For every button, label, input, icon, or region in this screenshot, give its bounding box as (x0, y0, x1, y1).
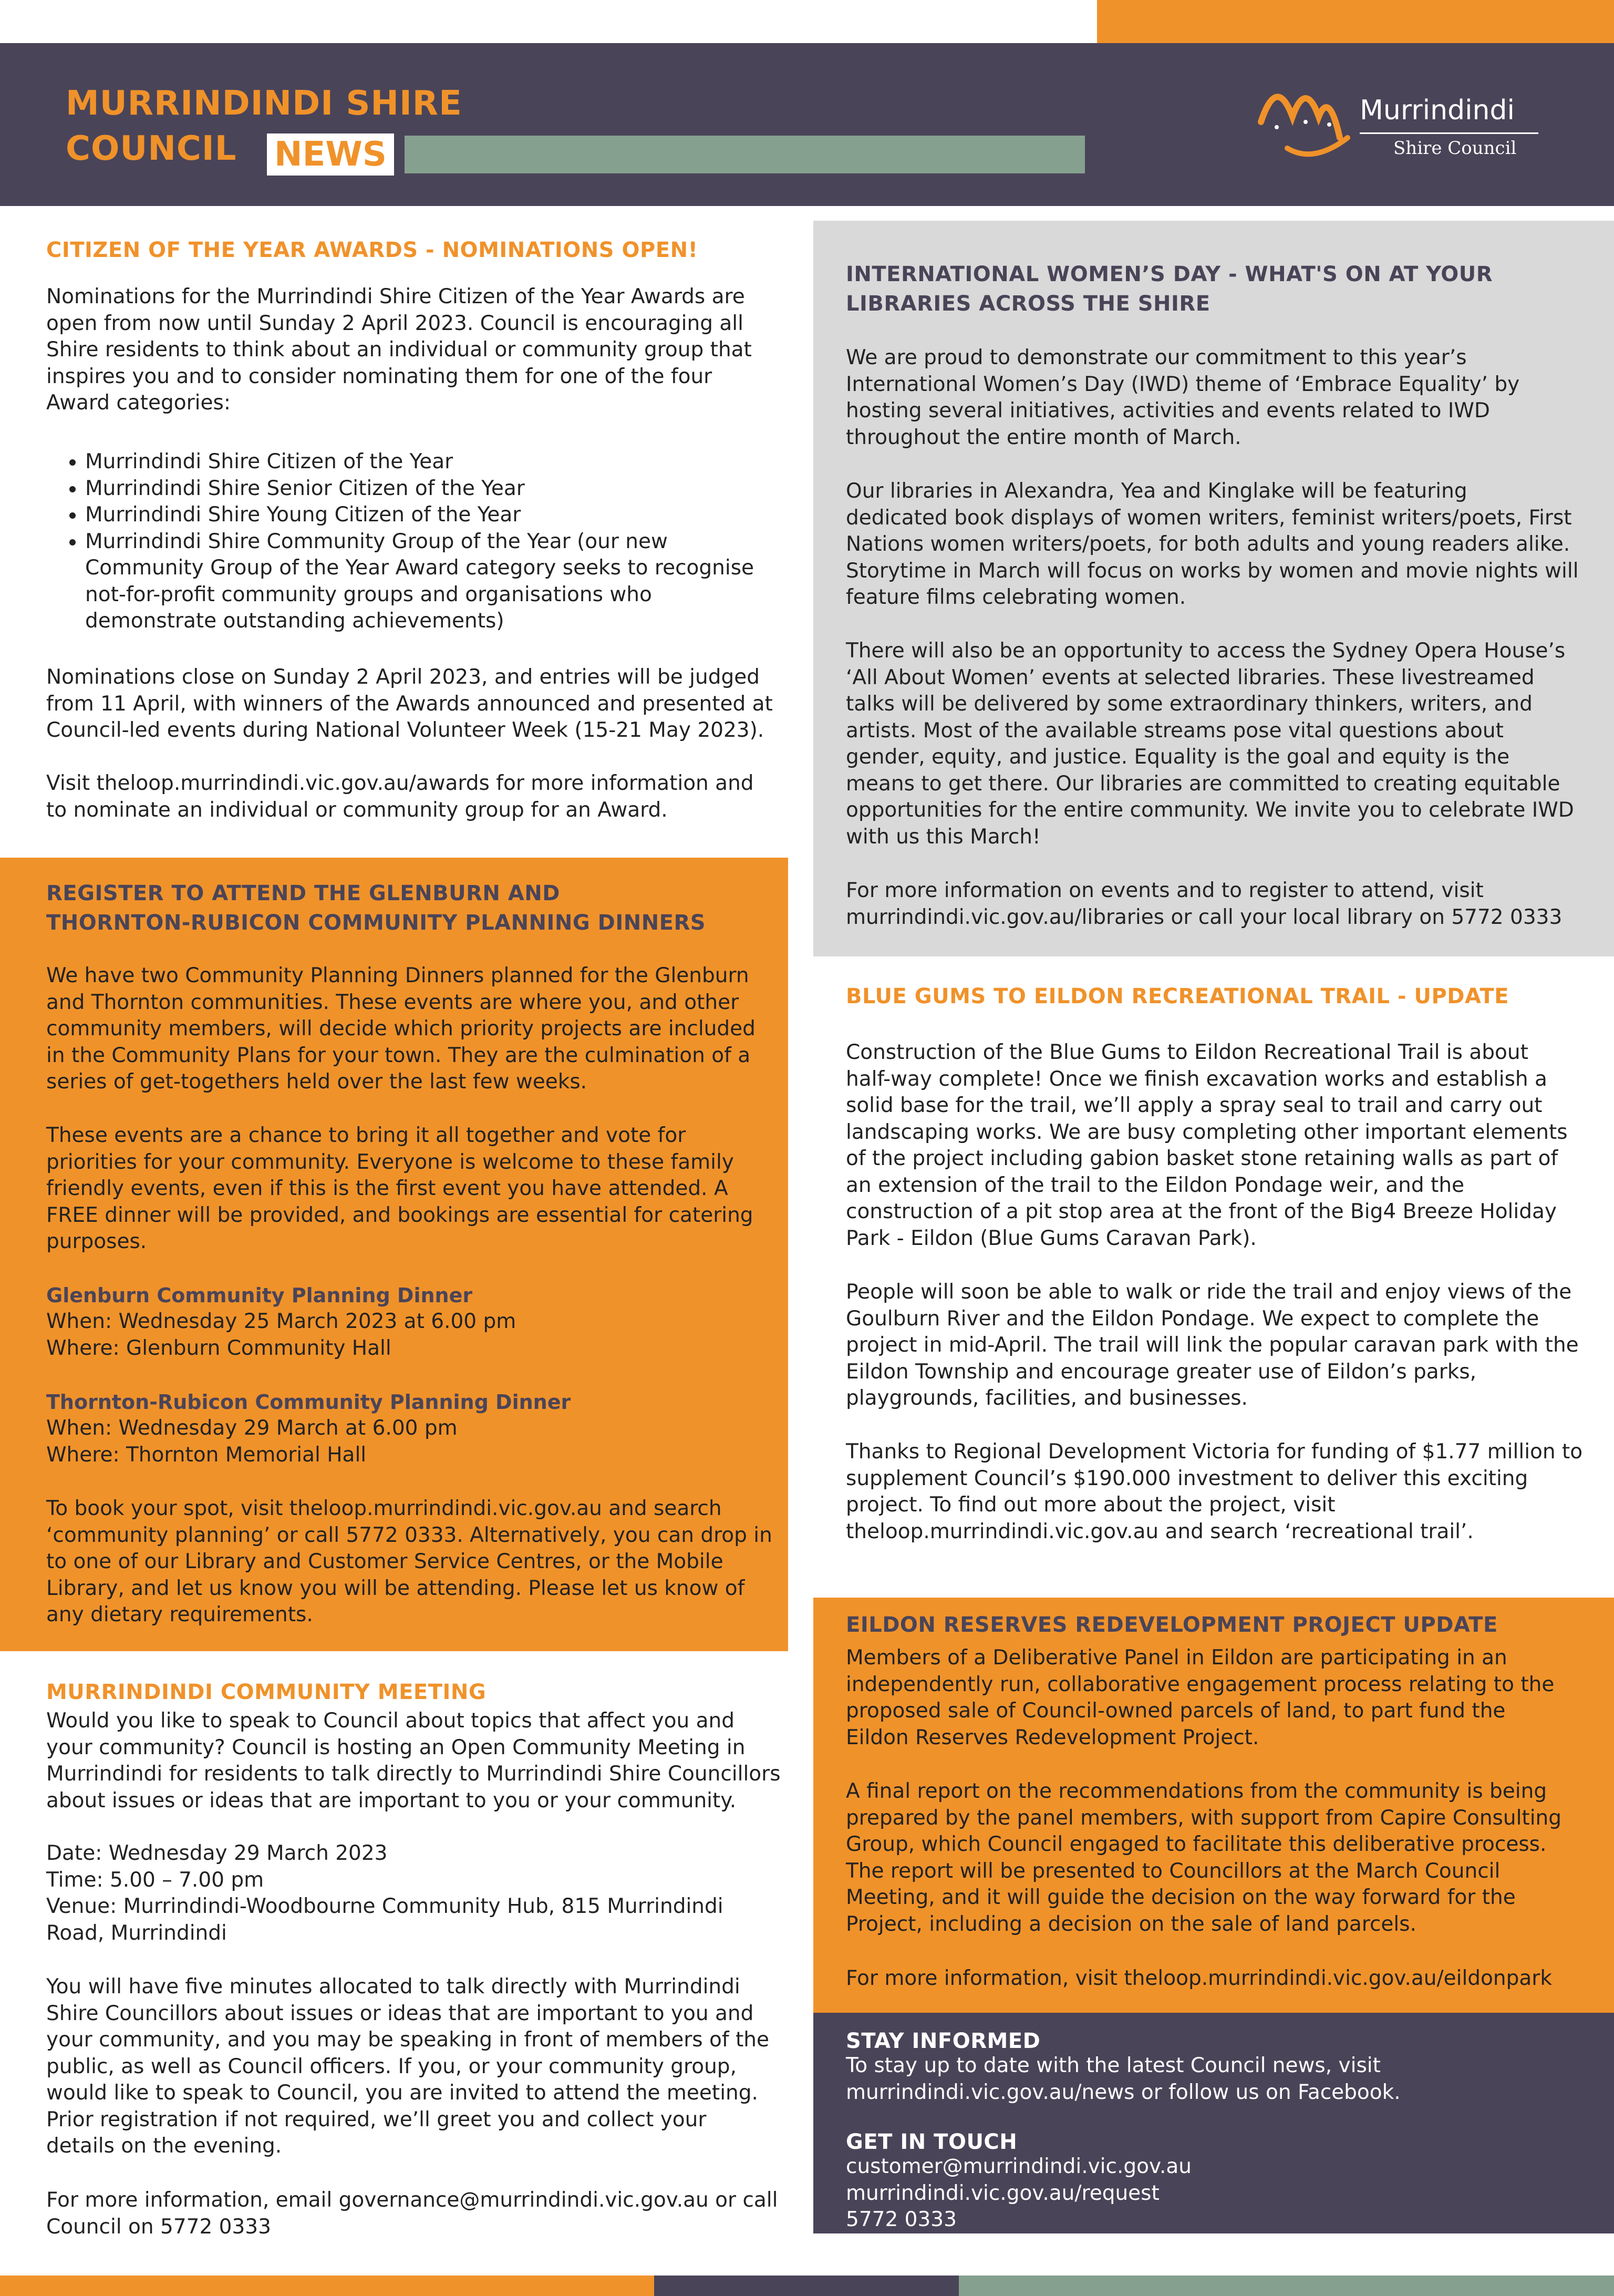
iwd-more-info: For more information on events and to register to attend, visit murrindindi.vic.gov.au/libraries or call your local library on 5772 0333 (846, 879, 1563, 929)
top-accent-bar (1097, 0, 1614, 43)
eildon-panel-process: Members of a Deliberative Panel in Eildon are participating in an independently run, collaborative engagement process relating to the proposed sale of Council-owned parcels of land, to part fund the Eildon Reserves Redevelopment Project. (846, 1646, 1555, 1749)
eildon-heading: EILDON RESERVES REDEVELOPMENT PROJECT UPDATE (846, 1613, 1498, 1637)
masthead-news-label: NEWS (267, 133, 394, 176)
masthead-title-line1: MURRINDINDI SHIRE (66, 84, 462, 123)
dinners-intro: We have two Community Planning Dinners planned for the Glenburn and Thornton communities. These events are where you, and other community members, will decide which priority projects are included in the Community Plans for your town. They are the culmination of a series of get-togethers held over the last few weeks. (46, 964, 756, 1094)
stay-informed-heading: STAY INFORMED (846, 2029, 1041, 2053)
footer-bar-orange (0, 2276, 654, 2296)
list-item: • Murrindindi Shire Community Group of the Year (our new Community Group of the Year Award category seeks to recognise not-for-profit community groups and organisations who demonstrate outstanding achievements) (85, 529, 763, 635)
list-item: • Murrindindi Shire Senior Citizen of the Year (85, 476, 800, 502)
citizen-heading: CITIZEN OF THE YEAR AWARDS - NOMINATIONS OPEN! (46, 238, 698, 262)
logo-divider (1360, 132, 1538, 134)
logo-wordmark: Murrindindi (1360, 95, 1515, 126)
get-in-touch-details: customer@murrindindi.vic.gov.au murrindindi.vic.gov.au/request 5772 0333 (846, 2155, 1192, 2231)
glenburn-dinner-details: When: Wednesday 25 March 2023 at 6.00 pm Where: Glenburn Community Hall (46, 1310, 516, 1360)
dinners-heading: REGISTER TO ATTEND THE GLENBURN AND THORNTON-RUBICON COMMUNITY PLANNING DINNERS (46, 881, 706, 935)
citizen-close: Nominations close on Sunday 2 April 2023, and entries will be judged from 11 April, with winners of the Awards announced and presented at Council-led events during National Volunteer Week (15-21 May 2023). (46, 665, 773, 742)
list-item: • Murrindindi Shire Citizen of the Year (85, 449, 800, 476)
meeting-speaking: You will have five minutes allocated to talk directly with Murrindindi Shire Councillors about issues or ideas that are important to you and your community, and you may be speaking in front of members of the public, as well as Council officers. If you, or your community group, would like to speak to Council, you are invited to attend the meeting. Prior registration if not required, we’ll greet you and collect your details on the evening. (46, 1975, 769, 2158)
meeting-intro: Would you like to speak to Council about topics that affect you and your community? Council is hosting an Open Community Meeting in Murrindindi for residents to talk directly to Murrindindi Shire Councillors about issues or ideas that are important to you or your community. (46, 1709, 781, 1813)
award-categories-list (47, 449, 800, 635)
footer-bar-sage (959, 2276, 1614, 2296)
trail-funding: Thanks to Regional Development Victoria for funding of $1.77 million to supplement Council’s $190.000 investment to deliver this exciting project. To find out more about the project, visit theloop.murrindindi.vic.gov.au and search ‘recreational trail’. (846, 1440, 1583, 1543)
citizen-intro: Nominations for the Murrindindi Shire Citizen of the Year Awards are open from now until Sunday 2 April 2023. Council is encouraging all Shire residents to think about an individual or community group that inspires you and to consider nominating them for one of the four Award categories: (46, 285, 752, 415)
list-item: • Murrindindi Shire Young Citizen of the Year (85, 502, 800, 529)
masthead-sage-bar (405, 136, 1085, 173)
iwd-libraries: Our libraries in Alexandra, Yea and Kinglake will be featuring dedicated book displays of women writers, feminist writers/poets, First Nations women writers/poets, for both adults and young readers alike. Storytime in March will focus on works by women and movie nights will feature films celebrating women. (846, 479, 1579, 609)
glenburn-dinner-title: Glenburn Community Planning Dinner (46, 1284, 473, 1307)
dinners-booking: To book your spot, visit theloop.murrindindi.vic.gov.au and search ‘community planning’ or call 5772 0333. Alternatively, you can drop in to one of our Library and Customer Service Centres, or the Mobile Library, and let us know you will be attending. Please let us know of any dietary requirements. (46, 1497, 772, 1626)
iwd-intro: We are proud to demonstrate our commitment to this year’s International Women’s Day (IWD) theme of ‘Embrace Equality’ by hosting several initiatives, activities and events related to IWD throughout the entire month of March. (846, 346, 1520, 449)
eildon-more-info: For more information, visit theloop.murrindindi.vic.gov.au/eildonpark (846, 1966, 1552, 1990)
citizen-visit: Visit theloop.murrindindi.vic.gov.au/awards for more information and to nominate an individual or community group for an Award. (46, 771, 754, 822)
iwd-all-about-women: There will also be an opportunity to access the Sydney Opera House’s ‘All About Women’ events at selected libraries. These livestreamed talks will be delivered by some extraordinary thinkers, writers, and artists. Most of the available streams pose vital questions about gender, equity, and justice. Equality is the goal and equity is the means to get there. Our libraries are committed to creating equitable opportunities for the entire community. We invite you to celebrate IWD with us this March! (846, 639, 1574, 849)
get-in-touch-heading: GET IN TOUCH (846, 2130, 1018, 2154)
stay-informed-text: To stay up to date with the latest Council news, visit murrindindi.vic.gov.au/news or follow us on Facebook. (846, 2054, 1401, 2104)
masthead-title-line2: COUNCIL (66, 129, 237, 168)
iwd-heading: INTERNATIONAL WOMEN’S DAY - WHAT'S ON AT YOUR LIBRARIES ACROSS THE SHIRE (846, 262, 1493, 316)
eildon-final-report: A final report on the recommendations from the community is being prepared by the panel members, with support from Capire Consulting Group, which Council engaged to facilitate this deliberative process. The report will be presented to Councillors at the March Council Meeting, and it will guide the decision on the way forward for the Project, including a decision on the sale of land parcels. (846, 1779, 1562, 1936)
logo-subtitle: Shire Council (1393, 138, 1517, 159)
trail-construction: Construction of the Blue Gums to Eildon Recreational Trail is about half-way complete! Once we finish excavation works and establish a solid base for the trail, we’ll apply a spray seal to trail and carry out landscaping works. We are busy completing other important elements of the project including gabion basket stone retaining walls as part of an extension of the trail to the Eildon Pondage weir, and the construction of a pit stop area at the front of the Big4 Breeze Holiday Park - Eildon (Blue Gums Caravan Park). (846, 1041, 1568, 1250)
meeting-heading: MURRINDINDI COMMUNITY MEETING (46, 1680, 487, 1704)
footer-bar-dark (654, 2276, 959, 2296)
thornton-dinner-title: Thornton-Rubicon Community Planning Dinner (46, 1391, 571, 1414)
meeting-contact: For more information, email governance@murrindindi.vic.gov.au or call Council on 5772 0333 (46, 2188, 778, 2239)
dinners-vote: These events are a chance to bring it all together and vote for priorities for your community. Everyone is welcome to these family friendly events, even if this is the first event you have attended. A FREE dinner will be provided, and bookings are essential for catering purposes. (46, 1124, 753, 1253)
thornton-dinner-details: When: Wednesday 29 March at 6.00 pm Where: Thornton Memorial Hall (46, 1416, 458, 1467)
meeting-details: Date: Wednesday 29 March 2023 Time: 5.00 – 7.00 pm Venue: Murrindindi-Woodbourne Community Hub, 815 Murrindindi Road, Murrindindi (46, 1841, 723, 1945)
trail-completion: People will soon be able to walk or ride the trail and enjoy views of the Goulburn River and the Eildon Pondage. We expect to complete the project in mid-April. The trail will link the popular caravan park with the Eildon Township and encourage greater use of Eildon’s parks, playgrounds, facilities, and businesses. (846, 1280, 1579, 1410)
trail-heading: BLUE GUMS TO EILDON RECREATIONAL TRAIL - UPDATE (846, 984, 1509, 1008)
